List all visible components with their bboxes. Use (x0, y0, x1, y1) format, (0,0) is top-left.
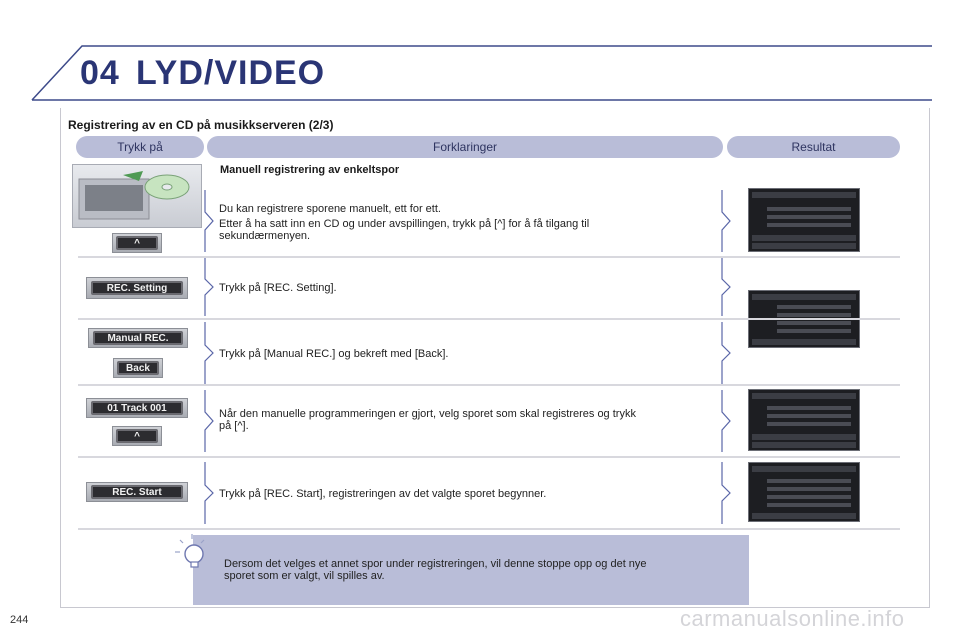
row4-right-arrow (720, 390, 732, 452)
chapter-number: 04 (80, 54, 120, 92)
row4-text (219, 408, 636, 432)
row2-left-arrow (203, 258, 215, 316)
page-number: 244 (10, 614, 29, 626)
subsection-title: Manuell registrering av enkeltspor (220, 164, 400, 176)
row3-text: Trykk på [Manual REC.] og bekreft med [Back]. (219, 348, 449, 360)
cd-player-illustration (72, 164, 202, 228)
up-button-plate (112, 233, 162, 253)
result-screen-1 (748, 188, 860, 252)
watermark: carmanualsonline.info (680, 606, 905, 631)
back-button-plate (113, 358, 163, 378)
row-divider (78, 456, 900, 458)
row-divider (78, 384, 900, 386)
result-screen-5 (748, 462, 860, 522)
row3-left-arrow (203, 322, 215, 384)
row4-line2: på [^]. (219, 420, 249, 432)
up-button-plate-2 (112, 426, 162, 446)
row5-text: Trykk på [REC. Start], registreringen av det valgte sporet begynner. (219, 488, 547, 500)
column-header-explanations: Forklaringer (207, 136, 723, 158)
rec-start-plate (86, 482, 188, 502)
rec-setting-plate (86, 277, 188, 299)
column-header-result: Resultat (727, 136, 900, 158)
up-button-2[interactable]: ^ (116, 429, 158, 443)
column-header-press: Trykk på (76, 136, 204, 158)
row3-right-arrow (720, 322, 732, 384)
track-item-plate (86, 398, 188, 418)
section-title: Registrering av en CD på musikkserveren (2/3) (68, 118, 334, 132)
row1-right-arrow (720, 190, 732, 252)
info-line1: Dersom det velges et annet spor under registreringen, vil denne stoppe opp og det nye (224, 558, 647, 570)
lightbulb-icon (172, 532, 212, 577)
row5-right-arrow (720, 462, 732, 524)
row1-left-arrow (203, 190, 215, 252)
manual-rec-button[interactable]: Manual REC. (93, 331, 183, 345)
row-divider (78, 528, 900, 530)
row4-left-arrow (203, 390, 215, 452)
chapter-title: LYD/VIDEO (136, 54, 326, 92)
info-line2: sporet som er valgt, vil spilles av. (224, 570, 385, 582)
row5-left-arrow (203, 462, 215, 524)
info-text (224, 558, 734, 582)
up-button[interactable]: ^ (116, 236, 158, 250)
row1-line2: Etter å ha satt inn en CD og under avspillingen, trykk på [^] for å få tilgang til (219, 218, 590, 230)
row2-text: Trykk på [REC. Setting]. (219, 282, 337, 294)
row-divider (78, 318, 900, 320)
track-item-button[interactable]: 01 Track 001 (91, 401, 183, 415)
rec-start-button[interactable]: REC. Start (91, 485, 183, 499)
manual-rec-plate (88, 328, 188, 348)
back-button[interactable]: Back (117, 361, 159, 375)
row1-line3: sekundærmenyen. (219, 230, 311, 242)
row1-line1: Du kan registrere sporene manuelt, ett for ett. (219, 203, 441, 215)
row1-text (219, 203, 589, 242)
row-divider (78, 256, 900, 258)
row4-line1: Når den manuelle programmeringen er gjort, velg sporet som skal registreres og trykk (219, 408, 636, 420)
row2-right-arrow (720, 258, 732, 316)
rec-setting-button[interactable]: REC. Setting (91, 281, 183, 295)
result-screen-4 (748, 389, 860, 451)
